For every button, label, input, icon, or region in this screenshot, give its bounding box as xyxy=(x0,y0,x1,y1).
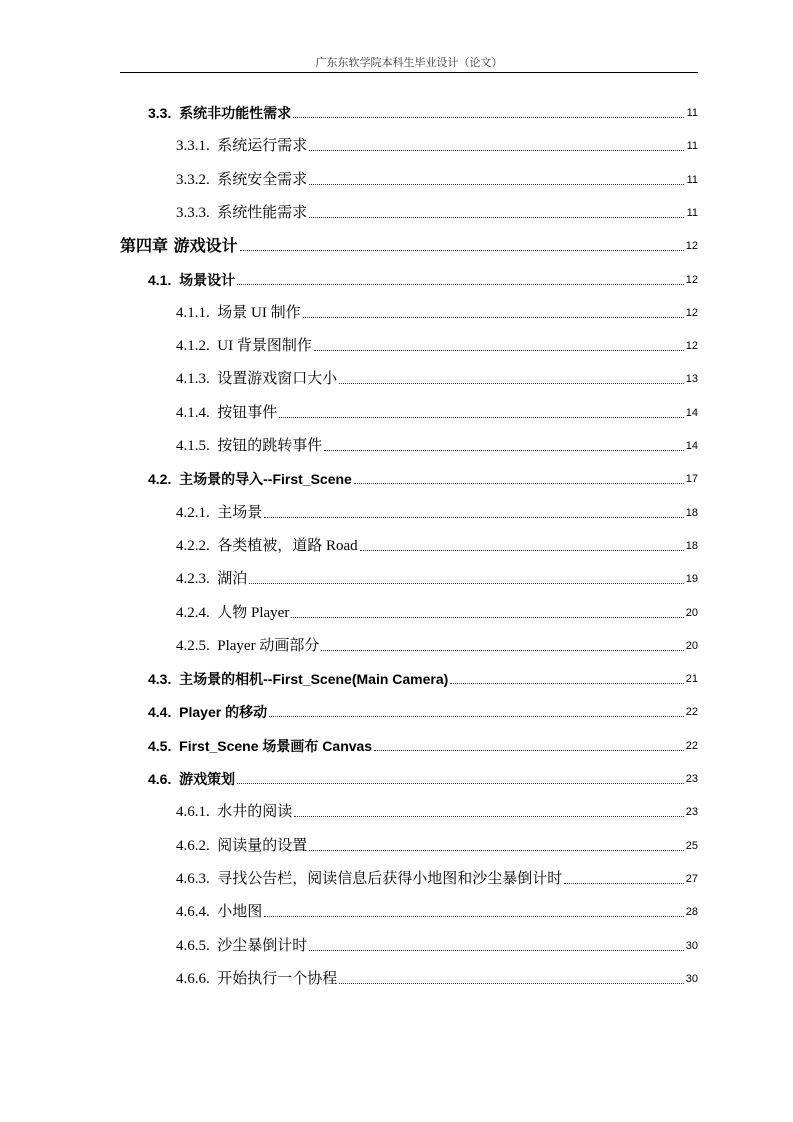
toc-entry-title: 水井的阅读 xyxy=(217,804,293,821)
toc-entry-title: 人物 Player xyxy=(217,604,290,621)
toc-entry-title: Player 的移动 xyxy=(179,704,268,721)
toc-entry-number: 4.4. xyxy=(148,704,172,721)
toc-entry[interactable] xyxy=(176,401,698,423)
toc-entry-label xyxy=(148,669,448,689)
toc-entry-number: 4.2.1. xyxy=(176,504,210,521)
toc-entry-page-number: 11 xyxy=(686,107,698,119)
toc-dot-leader xyxy=(240,249,684,251)
toc-entry-label xyxy=(176,536,358,556)
toc-entry-label xyxy=(176,136,307,156)
toc-entry-page-number: 23 xyxy=(685,806,698,819)
toc-entry[interactable] xyxy=(176,501,698,523)
toc-entry-title: 游戏设计 xyxy=(173,236,238,256)
toc-entry-number: 4.1. xyxy=(148,271,172,288)
toc-entry-page-number: 14 xyxy=(685,440,698,452)
toc-entry-number: 4.6.4. xyxy=(176,904,210,921)
toc-entry-label xyxy=(176,203,307,223)
toc-entry-title: 按钮事件 xyxy=(217,404,278,421)
toc-entry-page-number: 27 xyxy=(685,872,698,885)
toc-dot-leader xyxy=(339,382,683,384)
toc-dot-leader xyxy=(309,849,683,851)
toc-dot-leader xyxy=(293,116,684,118)
toc-dot-leader xyxy=(309,216,684,218)
toc-dot-leader xyxy=(249,582,683,584)
toc-entry-title: 各类植被，道路 Road xyxy=(217,537,358,554)
toc-entry-number: 3.3.3. xyxy=(176,204,210,221)
toc-entry[interactable] xyxy=(176,201,698,223)
toc-entry-page-number: 22 xyxy=(685,706,698,719)
toc-dot-leader xyxy=(321,649,683,651)
toc-entry-label xyxy=(176,170,307,190)
toc-entry-title: 场景 UI 制作 xyxy=(217,304,301,321)
toc-dot-leader xyxy=(237,283,684,285)
toc-entry-title: 系统运行需求 xyxy=(217,138,308,155)
toc-entry[interactable] xyxy=(176,334,698,356)
toc-entry-title: 系统性能需求 xyxy=(217,204,308,221)
toc-entry[interactable] xyxy=(176,534,698,556)
toc-entry-title: 系统非功能性需求 xyxy=(179,105,292,121)
toc-entry-page-number: 11 xyxy=(686,140,698,153)
toc-entry-page-number: 25 xyxy=(685,839,698,852)
toc-entry-title: Player 动画部分 xyxy=(217,637,320,654)
toc-dot-leader xyxy=(264,915,683,917)
toc-entry-label xyxy=(176,936,307,956)
toc-entry-number: 4.5. xyxy=(148,737,172,754)
toc-entry-number: 4.6.3. xyxy=(176,870,210,887)
toc-entry-label xyxy=(176,902,262,922)
toc-entry-number: 4.6.5. xyxy=(176,937,210,954)
toc-entry-page-number: 17 xyxy=(685,473,698,486)
toc-entry-number: 4.6.2. xyxy=(176,837,210,854)
toc-entry-page-number: 30 xyxy=(685,939,698,952)
toc-entry-number: 4.6.1. xyxy=(176,804,210,821)
toc-dot-leader xyxy=(450,682,683,684)
toc-entry[interactable] xyxy=(176,634,698,656)
toc-entry-number: 4.2.3. xyxy=(176,571,210,588)
toc-entry-page-number: 14 xyxy=(685,406,698,419)
toc-dot-leader xyxy=(279,416,683,418)
toc-entry-label xyxy=(176,836,307,856)
toc-entry[interactable] xyxy=(176,301,698,323)
toc-entry-label xyxy=(176,869,562,889)
toc-entry-page-number: 18 xyxy=(685,539,698,552)
toc-entry[interactable] xyxy=(148,767,698,789)
toc-dot-leader xyxy=(309,149,684,151)
toc-entry-title: 场景设计 xyxy=(179,271,236,288)
toc-entry-number: 4.3. xyxy=(148,671,172,688)
toc-entry-number: 4.1.1. xyxy=(176,304,210,321)
toc-entry-title: 沙尘暴倒计时 xyxy=(217,937,308,954)
toc-dot-leader xyxy=(564,882,683,884)
toc-entry-page-number: 22 xyxy=(685,739,698,752)
toc-entry[interactable] xyxy=(176,434,698,456)
toc-entry-label xyxy=(176,569,247,589)
page-header-title: 广东东软学院本科生毕业设计（论文） xyxy=(315,56,503,69)
toc-entry-page-number: 20 xyxy=(685,639,698,652)
toc-entry-label xyxy=(148,270,235,290)
toc-entry-page-number: 12 xyxy=(685,273,698,286)
toc-dot-leader xyxy=(237,782,684,784)
toc-entry-title: 小地图 xyxy=(217,904,263,921)
toc-entry-label xyxy=(148,103,291,123)
toc-entry-label xyxy=(176,636,319,656)
toc-entry[interactable] xyxy=(176,967,698,989)
toc-entry-title: 湖泊 xyxy=(217,571,248,588)
toc-entry-title: First_Scene 场景画布 Canvas xyxy=(179,737,373,754)
toc-entry-title: UI 背景图制作 xyxy=(217,338,312,355)
toc-entry-title: 按钮的跳转事件 xyxy=(217,438,323,454)
toc-entry-title: 开始执行一个协程 xyxy=(217,970,338,987)
toc-entry-label xyxy=(176,969,337,989)
toc-entry-number: 3.3. xyxy=(148,105,172,121)
toc-entry[interactable] xyxy=(176,168,698,190)
toc-entry-label xyxy=(176,303,301,323)
toc-entry-label xyxy=(148,469,352,489)
toc-entry[interactable] xyxy=(120,234,698,256)
toc-entry-label xyxy=(176,403,277,423)
toc-entry-page-number: 23 xyxy=(685,773,698,785)
toc-entry[interactable] xyxy=(148,700,698,722)
toc-dot-leader xyxy=(374,749,684,751)
toc-dot-leader xyxy=(314,349,684,351)
toc-entry-number: 4.1.4. xyxy=(176,404,210,421)
toc-dot-leader xyxy=(354,482,684,484)
toc-dot-leader xyxy=(291,616,683,618)
toc-entry-page-number: 11 xyxy=(686,206,698,219)
toc-entry-title: 游戏策划 xyxy=(179,771,236,787)
toc-entry-number: 4.2. xyxy=(148,471,172,488)
toc-entry-page-number: 12 xyxy=(685,340,698,353)
toc-dot-leader xyxy=(324,449,683,451)
toc-dot-leader xyxy=(294,815,683,817)
toc-entry-number: 4.1.3. xyxy=(176,371,210,388)
toc-entry-number: 4.2.5. xyxy=(176,637,210,654)
toc-entry[interactable] xyxy=(148,734,698,756)
toc-entry-label xyxy=(176,503,262,523)
toc-entry-page-number: 12 xyxy=(685,306,698,319)
toc-dot-leader xyxy=(303,316,684,318)
toc-entry-title: 主场景的相机--First_Scene(Main Camera) xyxy=(179,671,449,688)
toc-entry[interactable] xyxy=(148,467,698,489)
toc-entry-page-number: 13 xyxy=(685,373,698,386)
toc-entry[interactable] xyxy=(176,900,698,922)
toc-entry-page-number: 28 xyxy=(685,906,698,919)
toc-entry[interactable] xyxy=(176,567,698,589)
toc-entry-label xyxy=(176,436,322,456)
toc-entry[interactable] xyxy=(176,934,698,956)
toc-entry-title: 主场景的导入--First_Scene xyxy=(179,471,352,488)
toc-dot-leader xyxy=(309,183,684,185)
toc-entry-number: 4.1.5. xyxy=(176,438,210,454)
toc-dot-leader xyxy=(360,549,684,551)
toc-entry-page-number: 30 xyxy=(685,972,698,985)
toc-entry-page-number: 20 xyxy=(685,606,698,619)
toc-entry-label xyxy=(176,802,292,822)
toc-entry-page-number: 19 xyxy=(685,573,698,586)
toc-entry-label xyxy=(176,369,337,389)
toc-entry-label xyxy=(176,336,312,356)
toc-entry[interactable] xyxy=(176,800,698,822)
toc-entry-title: 主场景 xyxy=(217,504,263,521)
toc-entry-label xyxy=(176,603,289,623)
toc-dot-leader xyxy=(269,715,684,717)
toc-entry-number: 4.6. xyxy=(148,771,172,787)
toc-entry-page-number: 18 xyxy=(685,506,698,519)
toc-entry-number: 3.3.2. xyxy=(176,171,210,188)
toc-entry[interactable] xyxy=(176,134,698,156)
toc-entry-number: 4.2.4. xyxy=(176,604,210,621)
toc-entry-label xyxy=(148,736,372,756)
toc-entry-number: 4.6.6. xyxy=(176,970,210,987)
toc-entry-number: 3.3.1. xyxy=(176,138,210,155)
toc-entry[interactable] xyxy=(176,834,698,856)
toc-entry-title: 阅读量的设置 xyxy=(217,837,308,854)
toc-entry[interactable] xyxy=(148,268,698,290)
toc-entry[interactable] xyxy=(176,367,698,389)
toc-entry-number: 4.2.2. xyxy=(176,537,210,554)
toc-entry-label xyxy=(148,702,267,722)
toc-entry[interactable] xyxy=(176,867,698,889)
toc-entry-label xyxy=(120,236,238,256)
toc-dot-leader xyxy=(264,516,683,518)
toc-entry-title: 寻找公告栏，阅读信息后获得小地图和沙尘暴倒计时 xyxy=(217,870,563,887)
toc-dot-leader xyxy=(309,949,683,951)
toc-entry-title: 系统安全需求 xyxy=(217,171,308,188)
toc-entry-page-number: 12 xyxy=(685,240,698,253)
toc-entry[interactable] xyxy=(148,667,698,689)
header-rule xyxy=(120,72,698,73)
toc-entry-number: 第四章 xyxy=(120,236,169,256)
toc-entry-title: 设置游戏窗口大小 xyxy=(217,371,338,388)
toc-entry-page-number: 21 xyxy=(685,673,698,686)
toc-entry[interactable] xyxy=(148,101,698,123)
toc-entry-label xyxy=(148,769,235,789)
toc-entry-page-number: 11 xyxy=(686,173,698,186)
toc-entry[interactable] xyxy=(176,601,698,623)
toc-dot-leader xyxy=(339,982,683,984)
toc-entry-number: 4.1.2. xyxy=(176,338,210,355)
